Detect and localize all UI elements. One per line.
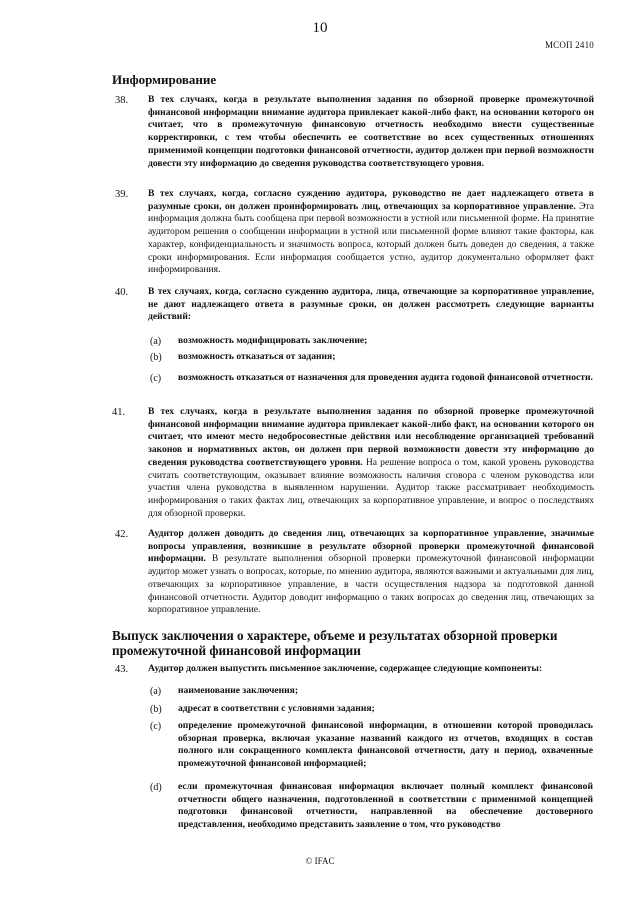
- paragraph-number: 39.: [115, 189, 129, 200]
- list-item-label: (c): [150, 373, 162, 384]
- footer-copyright: © IFAC: [305, 856, 335, 866]
- paragraph-bold-text: В тех случаях, когда в результате выполнения задания по обзорной проверке промежуточной финансовой информации внимание аудитора привлекает какой-либо факт, на основании которого он считает, что имеют место недобросовестные действия или несоблюдение организацией требований законов и нормативных актов, он должен при первой возможности довести эту информацию до сведения руководства соответствующего уровня.: [148, 406, 594, 468]
- paragraph-42: [148, 528, 594, 617]
- list-item-text: адресат в соответствии с условиями задания;: [178, 703, 375, 714]
- paragraph-number: 43.: [115, 664, 129, 675]
- list-item-text: если промежуточная финансовая информация включает полный комплект финансовой отчетности общего назначения, подготовленной в соответствии с применимой концепцией подготовки финансовой отчетности, направленной на обеспечение достоверного представления, необходимо представить заявление о том, что руководство: [178, 781, 593, 831]
- paragraph-bold-text: В тех случаях, когда, согласно суждению аудитора, лица, отвечающие за корпоративное управление, не дают надлежащего ответа в разумные сроки, он должен рассмотреть следующие варианты действий:: [148, 286, 594, 323]
- list-item-text: возможность модифицировать заключение;: [178, 335, 368, 346]
- list-item-label: (a): [150, 686, 162, 697]
- paragraph-bold-text: В тех случаях, когда в результате выполнения задания по обзорной проверке промежуточной финансовой информации внимание аудитора привлекает какой-либо факт, на основании которого он считает, что в промежуточную финансовую отчетность необходимо внести существенные корректировки, с тем чтобы обеспечить ее соответствие во всех существенных отношениях применимой концепции подготовки финансовой отчетности, аудитор должен при первой возможности довести эту информацию до сведения руководства соответствующего уровня.: [148, 94, 594, 169]
- paragraph-43: [148, 663, 594, 676]
- paragraph-text: Эта информация должна быть сообщена при первой возможности в устной или письменной форме. На принятие аудитором решения о сообщении информации в устной или письменной форме влияют такие факторы, как характер, конфиденциальность и значимость вопроса, который должен быть доведен до сведения, а также сроки информирования. Если информация сообщается устно, аудитор документально оформляет факт информирования.: [148, 200, 594, 276]
- paragraph-39: [148, 188, 594, 277]
- paragraph-text: В результате выполнения обзорной проверки промежуточной финансовой информации аудитор может узнать о вопросах, которые, по мнению аудитора, являются важными и актуальными для лиц, отвечающих за корпоративное управление, в части осуществления надзора за подготовкой данной финансовой отчетности. Аудитор доводит информацию о таких вопросах до сведения лиц, отвечающих за корпоративное управление.: [148, 553, 594, 616]
- section-heading-informing: Информирование: [112, 72, 217, 87]
- paragraph-number: 40.: [115, 287, 129, 298]
- list-item-label: (b): [150, 352, 162, 363]
- paragraph-bold-text: Аудитор должен выпустить письменное заключение, содержащее следующие компоненты:: [148, 663, 543, 674]
- paragraph-number: 41.: [112, 407, 126, 418]
- list-item-text: возможность отказаться от задания;: [178, 351, 336, 362]
- list-item-label: (c): [150, 721, 162, 732]
- paragraph-41: [148, 406, 594, 520]
- list-item-text: определение промежуточной финансовой информации, в отношении которой проводилась обзорная проверка, включая указание названий каждого из отчетов, входящих в состав полного или сокращенного комплекта финансовой отчетности, дату и период, охваченные промежуточной финансовой информацией;: [178, 720, 593, 770]
- paragraph-number: 42.: [115, 529, 129, 540]
- list-item-label: (b): [150, 704, 162, 715]
- paragraph-bold-text: В тех случаях, когда, согласно суждению аудитора, руководство не дает надлежащего ответа в разумные сроки, он должен проинформировать лиц, отвечающих за корпоративное управление.: [148, 188, 594, 212]
- paragraph-number: 38.: [115, 95, 129, 106]
- list-item-text: возможность отказаться от назначения для проведения аудита годовой финансовой отчетности.: [178, 372, 593, 383]
- paragraph-40: [148, 286, 594, 324]
- list-item-text: наименование заключения;: [178, 685, 299, 696]
- paragraph-bold-text: Аудитор должен доводить до сведения лиц, отвечающих за корпоративное управление, значимые вопросы управления, возникшие в результате обзорной проверки промежуточной финансовой информации.: [148, 528, 594, 565]
- page-number: 10: [312, 20, 328, 36]
- document-code: МСОП 2410: [544, 40, 594, 50]
- section-heading-report: Выпуск заключения о характере, объеме и результатах обзорной проверки промежуточной финансовой информации: [112, 628, 558, 658]
- list-item-label: (d): [150, 782, 162, 793]
- paragraph-text: На решение вопроса о том, какой уровень руководства считать соответствующим, оказывает влияние возможность наличия сговора с членом руководства или участия члена руководства в выявленном нарушении. Аудитор также рассматривает необходимость информирования о таких фактах лиц, отвечающих за корпоративное управление, и вопрос о последствиях для обзорной проверки.: [148, 456, 594, 519]
- paragraph-38: [148, 94, 594, 170]
- list-item-label: (a): [150, 336, 162, 347]
